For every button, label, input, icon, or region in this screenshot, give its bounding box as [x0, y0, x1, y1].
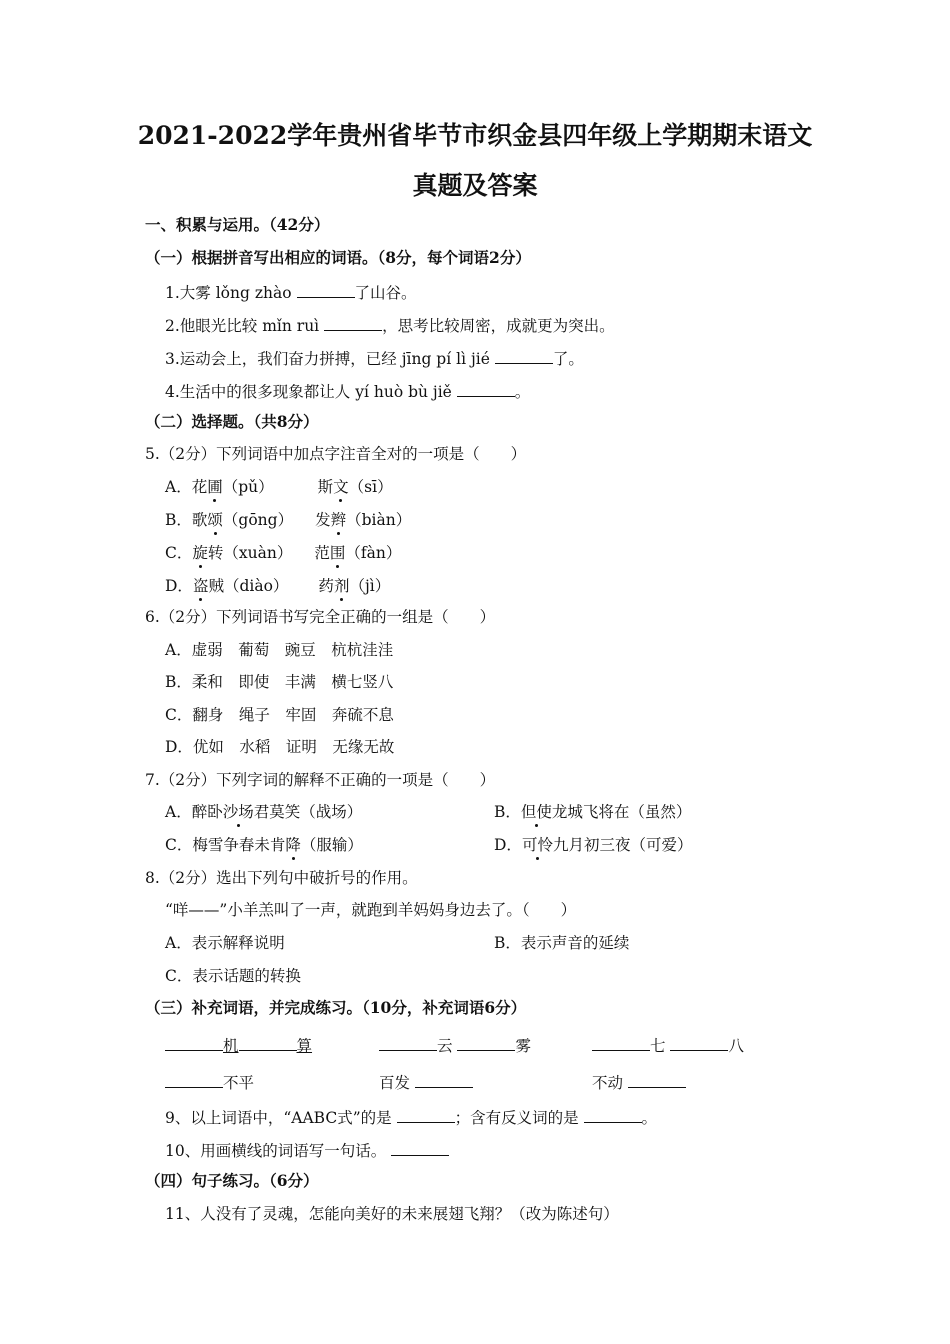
q1-blank[interactable] — [297, 281, 355, 298]
q9-blank2[interactable] — [584, 1106, 642, 1123]
q5-option-d[interactable] — [165, 576, 390, 596]
q7c-dot: 降 — [285, 836, 301, 854]
word-fill-6 — [592, 1071, 686, 1093]
q5d-dot2: 剂 — [333, 577, 350, 595]
q5c-w1b: 转 — [207, 544, 224, 562]
w1-blank2[interactable] — [239, 1034, 297, 1051]
word-fill-2 — [379, 1034, 531, 1056]
w1-char-b: 算 — [296, 1037, 313, 1055]
q4-text-end: 。 — [514, 383, 531, 401]
q5b-dot1: 颂 — [207, 511, 223, 529]
w6-blank[interactable] — [628, 1071, 686, 1088]
q6-option-c[interactable]: C．翻身 绳子 牢固 奔硫不息 — [165, 706, 394, 724]
q9-blank1[interactable] — [397, 1106, 455, 1123]
q5b-p1: （gōng） — [222, 511, 294, 529]
part-heading: 一、积累与运用。（42分） — [145, 215, 330, 234]
question-2 — [165, 314, 615, 336]
w1-blank1[interactable] — [165, 1034, 223, 1051]
word-fill-5 — [379, 1071, 473, 1093]
q5d-pre: D． — [165, 577, 193, 595]
q3-text-end: 了。 — [552, 350, 584, 368]
question-9 — [165, 1106, 657, 1128]
q10-blank[interactable] — [391, 1139, 449, 1156]
q8-option-b[interactable]: B．表示声音的延续 — [494, 934, 630, 952]
q3-blank[interactable] — [495, 347, 553, 364]
q8-option-a[interactable]: A．表示解释说明 — [165, 934, 285, 952]
q4-blank[interactable] — [457, 380, 515, 397]
q2-text: 2.他眼光比较 mǐn ruì — [165, 317, 325, 335]
q7a-post: 君莫笑（战场） — [253, 803, 363, 821]
section1-heading: （一）根据拼音写出相应的词语。（8分，每个词语2分） — [145, 248, 531, 267]
q8-option-c[interactable]: C．表示话题的转换 — [165, 967, 301, 985]
w3-char-b: 八 — [728, 1037, 744, 1055]
w4-text: 不平 — [223, 1074, 255, 1092]
q5c-w2a: 范 — [314, 544, 330, 562]
q5a-p1: （pǔ） — [222, 478, 274, 496]
q7b-pre: B． — [494, 803, 521, 821]
q5a-dot2: 文 — [333, 478, 349, 496]
q5d-w2a: 药 — [318, 577, 334, 595]
q5b-w2a: 发 — [315, 511, 331, 529]
question-3 — [165, 347, 584, 369]
question-4 — [165, 380, 530, 402]
w4-blank[interactable] — [165, 1071, 223, 1088]
q1-text: 1.大雾 lǒng zhào — [165, 284, 297, 302]
q5c-dot2: 围 — [329, 544, 346, 562]
q7-option-a[interactable] — [165, 802, 362, 822]
w1-char-a: 机 — [223, 1037, 239, 1055]
w3-char-a: 七 — [650, 1037, 666, 1055]
word-fill-3 — [592, 1034, 744, 1056]
q5d-w1b: 贼 — [208, 577, 224, 595]
question-7-stem: 7.（2分）下列字词的解释不正确的一项是（ ） — [145, 771, 496, 789]
q5-option-c[interactable] — [165, 543, 401, 563]
q7-option-d[interactable] — [494, 835, 692, 855]
q5d-dot1: 盗 — [192, 577, 209, 595]
q5-option-a[interactable] — [165, 477, 393, 497]
w3-blank1[interactable] — [592, 1034, 650, 1051]
q6-option-b[interactable]: B．柔和 即使 丰满 横七竖八 — [165, 673, 394, 691]
q5a-pre: A．花 — [165, 478, 208, 496]
question-8-stem: 8.（2分）选出下列句中破折号的作用。 — [145, 869, 418, 887]
q5b-dot2: 辫 — [330, 511, 347, 529]
question-1 — [165, 281, 417, 303]
q5b-pre: B．歌 — [165, 511, 208, 529]
w2-char-b: 雾 — [515, 1037, 531, 1055]
q5a-p2: （sī） — [348, 478, 393, 496]
doc-title-line1: 2021-2022学年贵州省毕节市织金县四年级上学期期末语文 — [137, 121, 813, 150]
q7b-post: 龙城飞将在（虽然） — [551, 803, 692, 821]
q7c-post: （服输） — [300, 836, 363, 854]
q4-text: 4.生活中的很多现象都让人 yí huò bù jiě — [165, 383, 457, 401]
q7c-pre: C．梅雪争春未肯 — [165, 836, 286, 854]
q2-text-end: ，思考比较周密，成就更为突出。 — [382, 317, 615, 335]
q5c-p1: （xuàn） — [223, 544, 293, 562]
q9-text-a: 9、以上词语中，“AABC式”的是 — [165, 1109, 397, 1127]
q7-option-b[interactable] — [494, 802, 691, 822]
q9-text-b: ；含有反义词的是 — [454, 1109, 584, 1127]
w5-blank[interactable] — [415, 1071, 473, 1088]
w3-blank2[interactable] — [670, 1034, 728, 1051]
q5c-dot1: 旋 — [192, 544, 208, 562]
w2-blank1[interactable] — [379, 1034, 437, 1051]
q6-option-a[interactable]: A．虚弱 葡萄 豌豆 杭杭洼洼 — [165, 641, 394, 659]
q7b-dot: 但使 — [520, 803, 552, 821]
q1-text-end: 了山谷。 — [354, 284, 417, 302]
q7-option-c[interactable] — [165, 835, 363, 855]
q7d-dot: 可怜 — [521, 836, 553, 854]
q2-blank[interactable] — [324, 314, 382, 331]
question-5-stem: 5.（2分）下列词语中加点字注音全对的一项是（ ） — [145, 445, 527, 463]
q3-text: 3.运动会上，我们奋力拼搏，已经 jīng pí lì jié — [165, 350, 495, 368]
w2-blank2[interactable] — [457, 1034, 515, 1051]
q10-text: 10、用画横线的词语写一句话。 — [165, 1142, 387, 1160]
w6-text: 不动 — [592, 1074, 624, 1092]
section2-heading: （二）选择题。（共8分） — [145, 412, 319, 431]
question-6-stem: 6.（2分）下列词语书写完全正确的一组是（ ） — [145, 608, 496, 626]
q5-option-b[interactable] — [165, 510, 411, 530]
q9-text-c: 。 — [641, 1109, 658, 1127]
q5b-p2: （biàn） — [346, 511, 412, 529]
question-10 — [165, 1139, 449, 1161]
w5-text: 百发 — [379, 1074, 411, 1092]
q5d-p1: （diào） — [223, 577, 289, 595]
q8-sentence: “咩——”小羊羔叫了一声，就跑到羊妈妈身边去了。（ ） — [165, 901, 577, 919]
q5a-dot1: 圃 — [207, 478, 223, 496]
section3-heading: （三）补充词语，并完成练习。（10分，补充词语6分） — [145, 998, 527, 1017]
w2-char-a: 云 — [437, 1037, 453, 1055]
doc-title-line2: 真题及答案 — [412, 171, 538, 200]
q5d-p2: （jì） — [349, 577, 391, 595]
q7d-pre: D． — [494, 836, 522, 854]
q7a-dot: 沙场 — [222, 803, 254, 821]
q6-option-d[interactable]: D．优如 水稻 证明 无缘无故 — [165, 738, 395, 756]
q7a-pre: A．醉卧 — [165, 803, 223, 821]
q5c-pre: C． — [165, 544, 193, 562]
section4-heading: （四）句子练习。（6分） — [145, 1171, 319, 1190]
q5a-w2a: 斯 — [317, 478, 334, 496]
question-11: 11、人没有了灵魂，怎能向美好的未来展翅飞翔？（改为陈述句） — [165, 1205, 619, 1223]
q7d-post: 九月初三夜（可爱） — [552, 836, 693, 854]
word-fill-4 — [165, 1071, 254, 1093]
word-fill-1 — [165, 1034, 312, 1056]
q5c-p2: （fàn） — [345, 544, 402, 562]
